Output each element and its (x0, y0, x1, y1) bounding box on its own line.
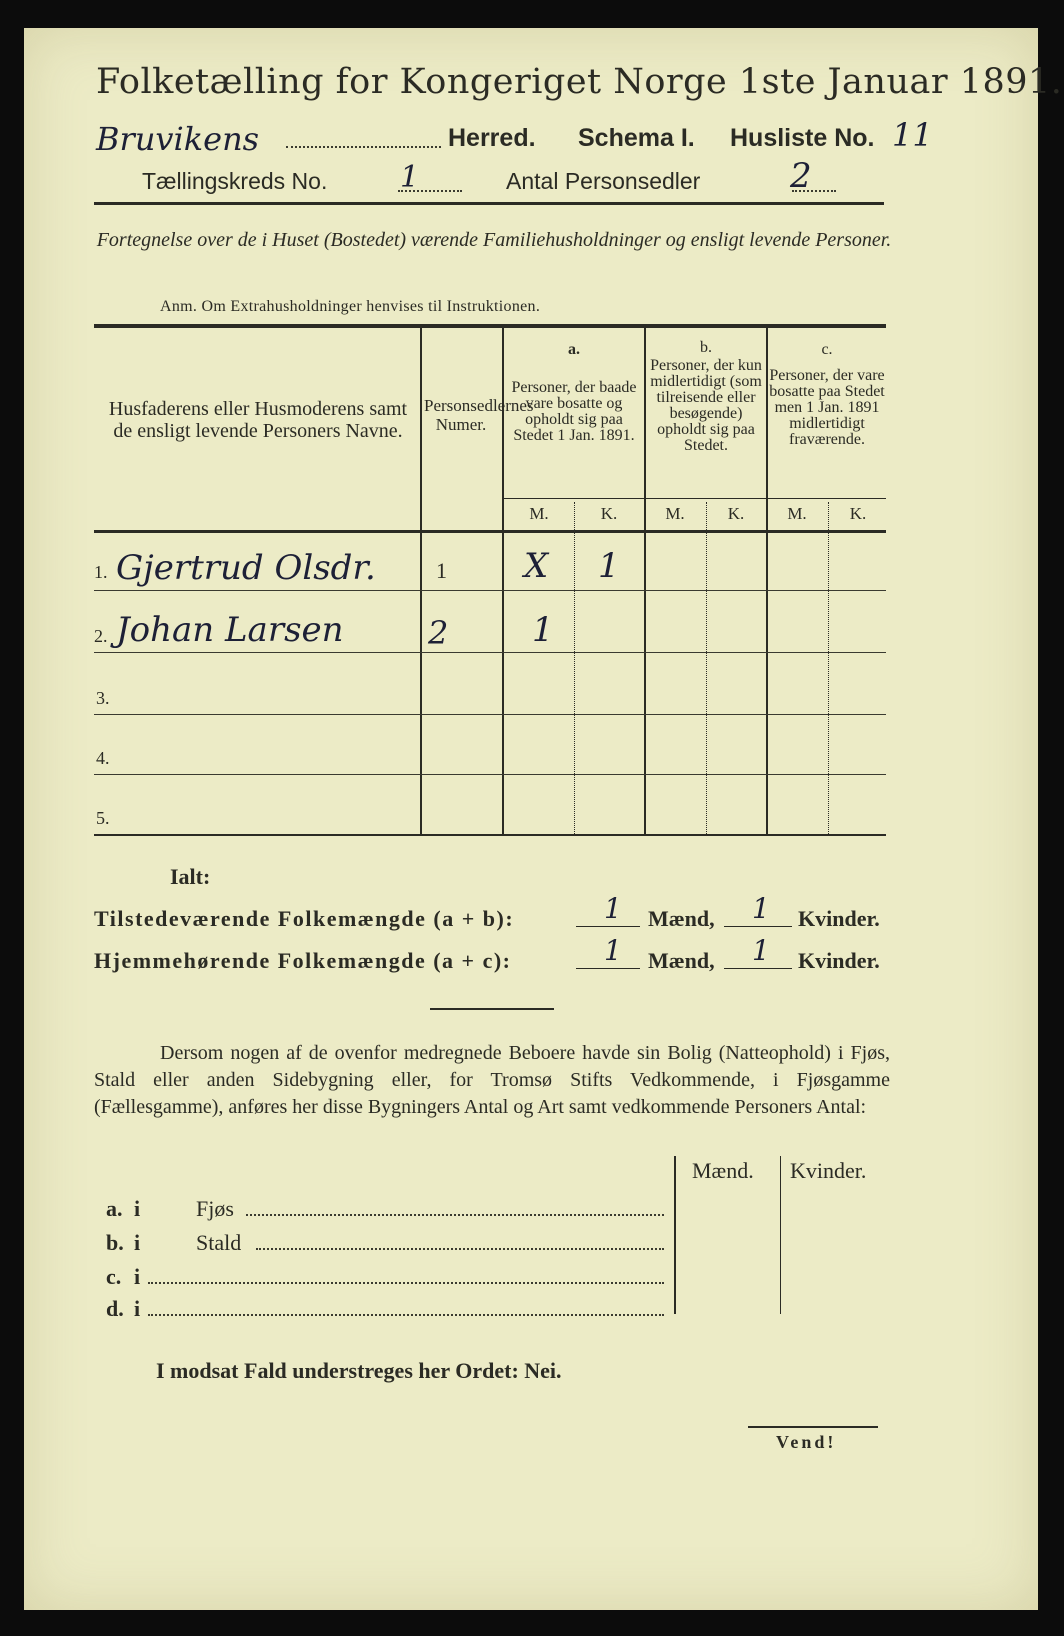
tilstede-label: Tilstedeværende Folkemængde (a + b): (94, 906, 515, 931)
col-divider-a-mk (574, 502, 575, 834)
row-1-a-m: X (524, 546, 549, 586)
col-header-b: Personer, der kun midlertidigt (som tilreisende eller besøgende) opholdt sig paa Stedet. (650, 357, 762, 454)
form-title: Folketælling for Kongeriget Norge 1ste Januar 1891. (96, 62, 1063, 102)
row-2-numer: 2 (428, 614, 449, 652)
tilstede-k-value: 1 (752, 892, 770, 925)
row-rule-2 (94, 652, 886, 653)
building-c-letter: c. (106, 1264, 122, 1289)
hjemme-m-value: 1 (604, 934, 622, 967)
tilstede-k-line (724, 926, 792, 927)
building-d-dots (148, 1314, 664, 1316)
building-d-letter: d. (106, 1296, 124, 1321)
hjemme-kvinder-label: Kvinder. (798, 948, 880, 973)
kreds-line (142, 156, 902, 202)
building-a-letter: a. (106, 1196, 123, 1221)
kreds-value: 1 (400, 160, 420, 195)
a-k-header: K. (600, 504, 618, 523)
c-k-header: K. (849, 504, 867, 523)
building-c-dots (148, 1282, 664, 1284)
vend-label: Vend! (776, 1432, 837, 1452)
hjemme-maend-label: Mænd, (648, 948, 715, 973)
a-m-header: M. (529, 504, 549, 523)
buildings-maend-header: Mænd. (692, 1158, 754, 1183)
buildings-divider-2 (780, 1156, 781, 1314)
c-m-header: M. (787, 504, 807, 523)
buildings-divider-1 (674, 1156, 676, 1314)
building-c-prefix: i (134, 1264, 141, 1289)
building-d-prefix: i (134, 1296, 141, 1321)
herred-dots (286, 146, 441, 148)
col-divider-1 (420, 328, 422, 834)
building-b-letter: b. (106, 1230, 124, 1255)
herred-value: Bruvikens (96, 120, 260, 158)
husliste-label: Husliste No. (730, 124, 875, 152)
intro-heading: Fortegnelse over de i Huset (Bostedet) værende Familiehusholdninger og ensligt levende Personer. (96, 229, 892, 251)
col-header-a: Personer, der baade vare bosatte og opholdt sig paa Stedet 1 Jan. 1891. (511, 379, 637, 444)
row-1-numer: 1 (436, 558, 447, 583)
building-b-label: Stald (196, 1230, 242, 1255)
row-5-number: 5. (96, 808, 110, 828)
row-1-number: 1. (94, 562, 108, 582)
census-form-page (24, 28, 1063, 1610)
tilstede-maend-label: Mænd, (648, 906, 715, 931)
building-b-dots (256, 1248, 664, 1250)
tilstede-m-line (576, 926, 640, 927)
b-k-header: K. (727, 504, 745, 523)
hjemme-m-line (576, 968, 640, 969)
col-divider-c-mk (828, 502, 829, 834)
modsat-note: I modsat Fald understreges her Ordet: Nei. (156, 1358, 562, 1383)
hjemme-k-value: 1 (752, 934, 770, 967)
vend-rule (748, 1426, 878, 1428)
building-a-prefix: i (134, 1196, 141, 1221)
row-2-name: Johan Larsen (116, 610, 344, 650)
building-a-dots (246, 1214, 664, 1216)
hjemme-k-line (724, 968, 792, 969)
col-header-b-letter: b. (700, 339, 712, 356)
row-rule-3 (94, 714, 886, 715)
kreds-dots (398, 190, 462, 192)
col-header-c: Personer, der vare bosatte paa Stedet men 1 Jan. 1891 midlertidigt fraværende. (769, 367, 885, 448)
col-header-names: Husfaderens eller Husmoderens samt de ensligt levende Personers Navne. (108, 398, 408, 442)
row-1-a-k: 1 (598, 546, 620, 586)
hjemme-label: Hjemmehørende Folkemængde (a + c): (94, 948, 512, 973)
ialt-label: Ialt: (170, 864, 211, 889)
row-1-name: Gjertrud Olsdr. (116, 548, 376, 588)
col-divider-b-mk (706, 502, 707, 834)
anm-note: Anm. Om Extrahusholdninger henvises til Instruktionen. (160, 298, 541, 315)
col-header-numer: Personsedlernes Numer. (424, 396, 534, 434)
row-rule-1 (94, 590, 886, 591)
husliste-value: 11 (892, 116, 933, 154)
building-a-label: Fjøs (196, 1196, 234, 1221)
personsedler-value: 2 (790, 156, 812, 196)
b-m-header: M. (665, 504, 685, 523)
buildings-paragraph: Dersom nogen af de ovenfor medregnede Beboere havde sin Bolig (Natteophold) i Fjøs, Stald eller anden Sidebygning eller, for Tromsø Stifts Vedkommende, i Fjøsgamme (Fællesgamme), anføres her disse Bygningers Antal og Art samt vedkommende Personers Antal: (94, 1042, 890, 1118)
row-3-number: 3. (96, 688, 110, 708)
tilstede-kvinder-label: Kvinder. (798, 906, 880, 931)
personsedler-dots (792, 190, 836, 192)
schema-label: Schema I. (578, 124, 695, 152)
row-2-a-m: 1 (532, 610, 554, 650)
buildings-kvinder-header: Kvinder. (790, 1158, 867, 1183)
herred-line (96, 116, 946, 164)
building-b-prefix: i (134, 1230, 141, 1255)
kreds-label: Tællingskreds No. (142, 168, 328, 194)
section-separator (430, 1008, 554, 1010)
row-4-number: 4. (96, 748, 110, 768)
header-rule (94, 202, 884, 205)
tilstede-m-value: 1 (604, 892, 622, 925)
row-2-number: 2. (94, 626, 108, 646)
table-bottom-rule (94, 834, 886, 836)
personsedler-label: Antal Personsedler (506, 168, 701, 194)
mk-subheader-rule (504, 498, 886, 499)
col-header-a-letter: a. (568, 341, 580, 358)
row-rule-4 (94, 774, 886, 775)
col-header-c-letter: c. (821, 341, 833, 358)
herred-label: Herred. (448, 124, 536, 152)
